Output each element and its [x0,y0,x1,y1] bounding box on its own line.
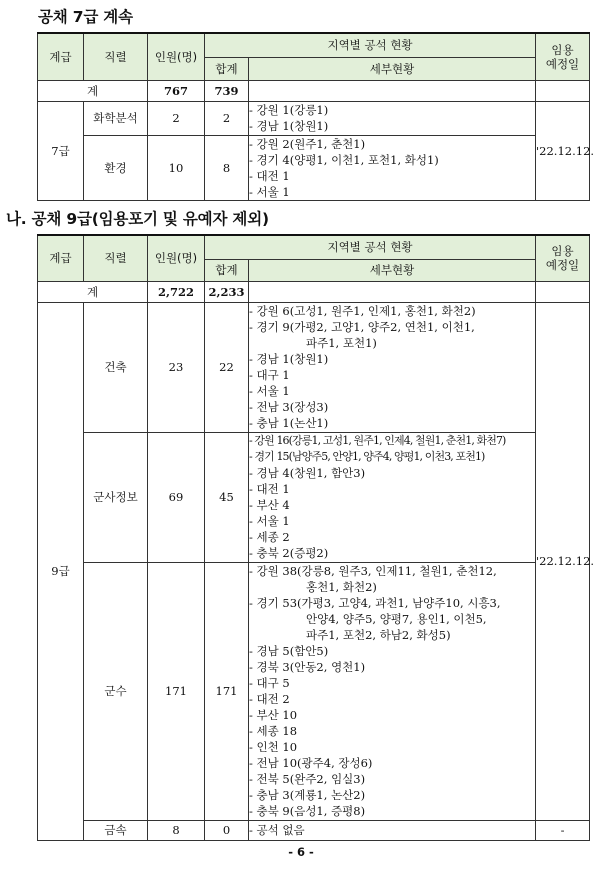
header-appoint-date: 임용 예정일 [536,235,590,281]
detail-line: - 경남 4(창원1, 함안3) [249,466,366,480]
detail-line: - 경기 15(남양주5, 안양1, 양주4, 양평1, 이천3, 포천1) [249,450,485,463]
total-label: 계 [38,80,148,101]
detail-line: - 충북 9(음성1, 증평8) [249,804,366,818]
job-cell: 금속 [84,820,148,840]
detail-line-continued: 안양4, 양주5, 양평7, 용인1, 이천5, [306,612,487,626]
table-row [38,432,590,562]
detail-line: - 대전 2 [249,692,290,706]
table-9grade [37,234,595,841]
detail-line: - 대구 5 [249,676,290,690]
detail-line: - 경기 4(양평1, 이천1, 포천1, 화성1) [249,152,439,167]
total-appoint-empty [536,281,590,302]
detail-line: - 경남 1(창원1) [249,352,329,366]
detail-line: - 부산 10 [249,708,298,722]
total-subtotal: 739 [205,80,249,101]
detail-line: - 경기 9(가평2, 고양1, 양주2, 연천1, 이천1, [249,320,475,334]
header-detail: 세부현황 [249,57,536,80]
subtotal-cell: 45 [205,432,249,562]
grade-cell: 7급 [38,101,84,200]
header-grade: 계급 [38,33,84,80]
subtotal-cell: 171 [205,562,249,820]
header-region-status: 지역별 공석 현황 [205,33,536,57]
page-number: - 6 - [288,845,314,859]
count-cell: 8 [148,820,205,840]
detail-line: - 세종 18 [249,724,298,738]
table-7grade [37,32,595,201]
detail-cell [249,432,536,562]
detail-line: - 충남 1(논산1) [249,416,329,430]
count-cell: 2 [148,101,205,135]
subtotal-cell: 8 [205,135,249,200]
job-cell: 군수 [84,562,148,820]
grade-cell: 9급 [38,302,84,840]
header-appoint-date: 임용 예정일 [536,33,590,80]
detail-line: - 강원 2(원주1, 춘천1) [249,136,366,151]
total-detail-empty [249,281,536,302]
header-count: 인원(명) [148,235,205,281]
header-detail: 세부현황 [249,259,536,281]
header-subtotal: 합계 [205,57,249,80]
table-row [38,820,590,840]
section-title-9grade: 나. 공채 9급(임용포기 및 유예자 제외) [6,210,269,228]
detail-line: - 대구 1 [249,368,290,382]
detail-cell [249,820,536,840]
detail-line: - 대전 1 [249,482,290,496]
appoint-date-cell: - [536,820,590,840]
detail-line: - 강원 6(고성1, 원주1, 인제1, 홍천1, 화천2) [249,304,476,318]
detail-line: - 대전 1 [249,168,290,183]
detail-line-continued: 파주1, 포천1) [306,336,377,350]
job-cell: 건축 [84,302,148,432]
detail-line: - 서울 1 [249,514,290,528]
total-count: 2,722 [148,281,205,302]
detail-line: - 전북 5(완주2, 임실3) [249,772,366,786]
detail-line: - 경북 3(안동2, 영천1) [249,660,366,674]
section-title-7grade: 공채 7급 계속 [38,8,133,26]
header-region-status: 지역별 공석 현황 [205,235,536,259]
detail-cell [249,101,536,135]
detail-cell [249,302,536,432]
detail-line: - 전남 10(광주4, 장성6) [249,756,373,770]
job-cell: 군사정보 [84,432,148,562]
header-job: 직렬 [84,235,148,281]
total-subtotal: 2,233 [205,281,249,302]
header-job: 직렬 [84,33,148,80]
detail-line: - 공석 없음 [249,823,305,837]
detail-line: - 강원 1(강릉1) [249,103,329,117]
detail-line: - 전남 3(장성3) [249,400,329,414]
header-subtotal: 합계 [205,259,249,281]
detail-line-continued: 홍천1, 화천2) [306,580,377,594]
count-cell: 10 [148,135,205,200]
appoint-date-cell: '22.12.12. [536,101,590,200]
detail-line: - 경남 5(함안5) [249,644,329,658]
detail-line: - 충북 2(증평2) [249,546,329,560]
detail-line: - 세종 2 [249,530,290,544]
total-detail-empty [249,80,536,101]
subtotal-cell: 2 [205,101,249,135]
count-cell: 23 [148,302,205,432]
count-cell: 171 [148,562,205,820]
total-label: 계 [38,281,148,302]
subtotal-cell: 0 [205,820,249,840]
total-count: 767 [148,80,205,101]
detail-line-continued: 파주1, 포천2, 하남2, 화성5) [306,628,451,642]
detail-line: - 인천 10 [249,740,298,754]
detail-line: - 경기 53(가평3, 고양4, 과천1, 남양주10, 시흥3, [249,596,501,610]
job-cell: 환경 [84,135,148,200]
job-cell: 화학분석 [84,101,148,135]
total-appoint-empty [536,80,590,101]
table-row [38,562,590,820]
detail-line: - 서울 1 [249,184,290,199]
detail-cell [249,135,536,200]
detail-line: - 경남 1(창원1) [249,119,329,133]
subtotal-cell: 22 [205,302,249,432]
detail-line: - 부산 4 [249,498,290,512]
detail-line: - 강원 16(강릉1, 고성1, 원주1, 인제4, 철원1, 춘천1, 화천7) [249,434,506,447]
header-count: 인원(명) [148,33,205,80]
detail-line: - 충남 3(계룡1, 논산2) [249,788,366,802]
detail-line: - 강원 38(강릉8, 원주3, 인제11, 철원1, 춘천12, [249,564,497,578]
table-row [38,302,590,432]
appoint-date-cell: '22.12.12. [536,302,590,820]
header-grade: 계급 [38,235,84,281]
detail-cell [249,562,536,820]
count-cell: 69 [148,432,205,562]
detail-line: - 서울 1 [249,384,290,398]
